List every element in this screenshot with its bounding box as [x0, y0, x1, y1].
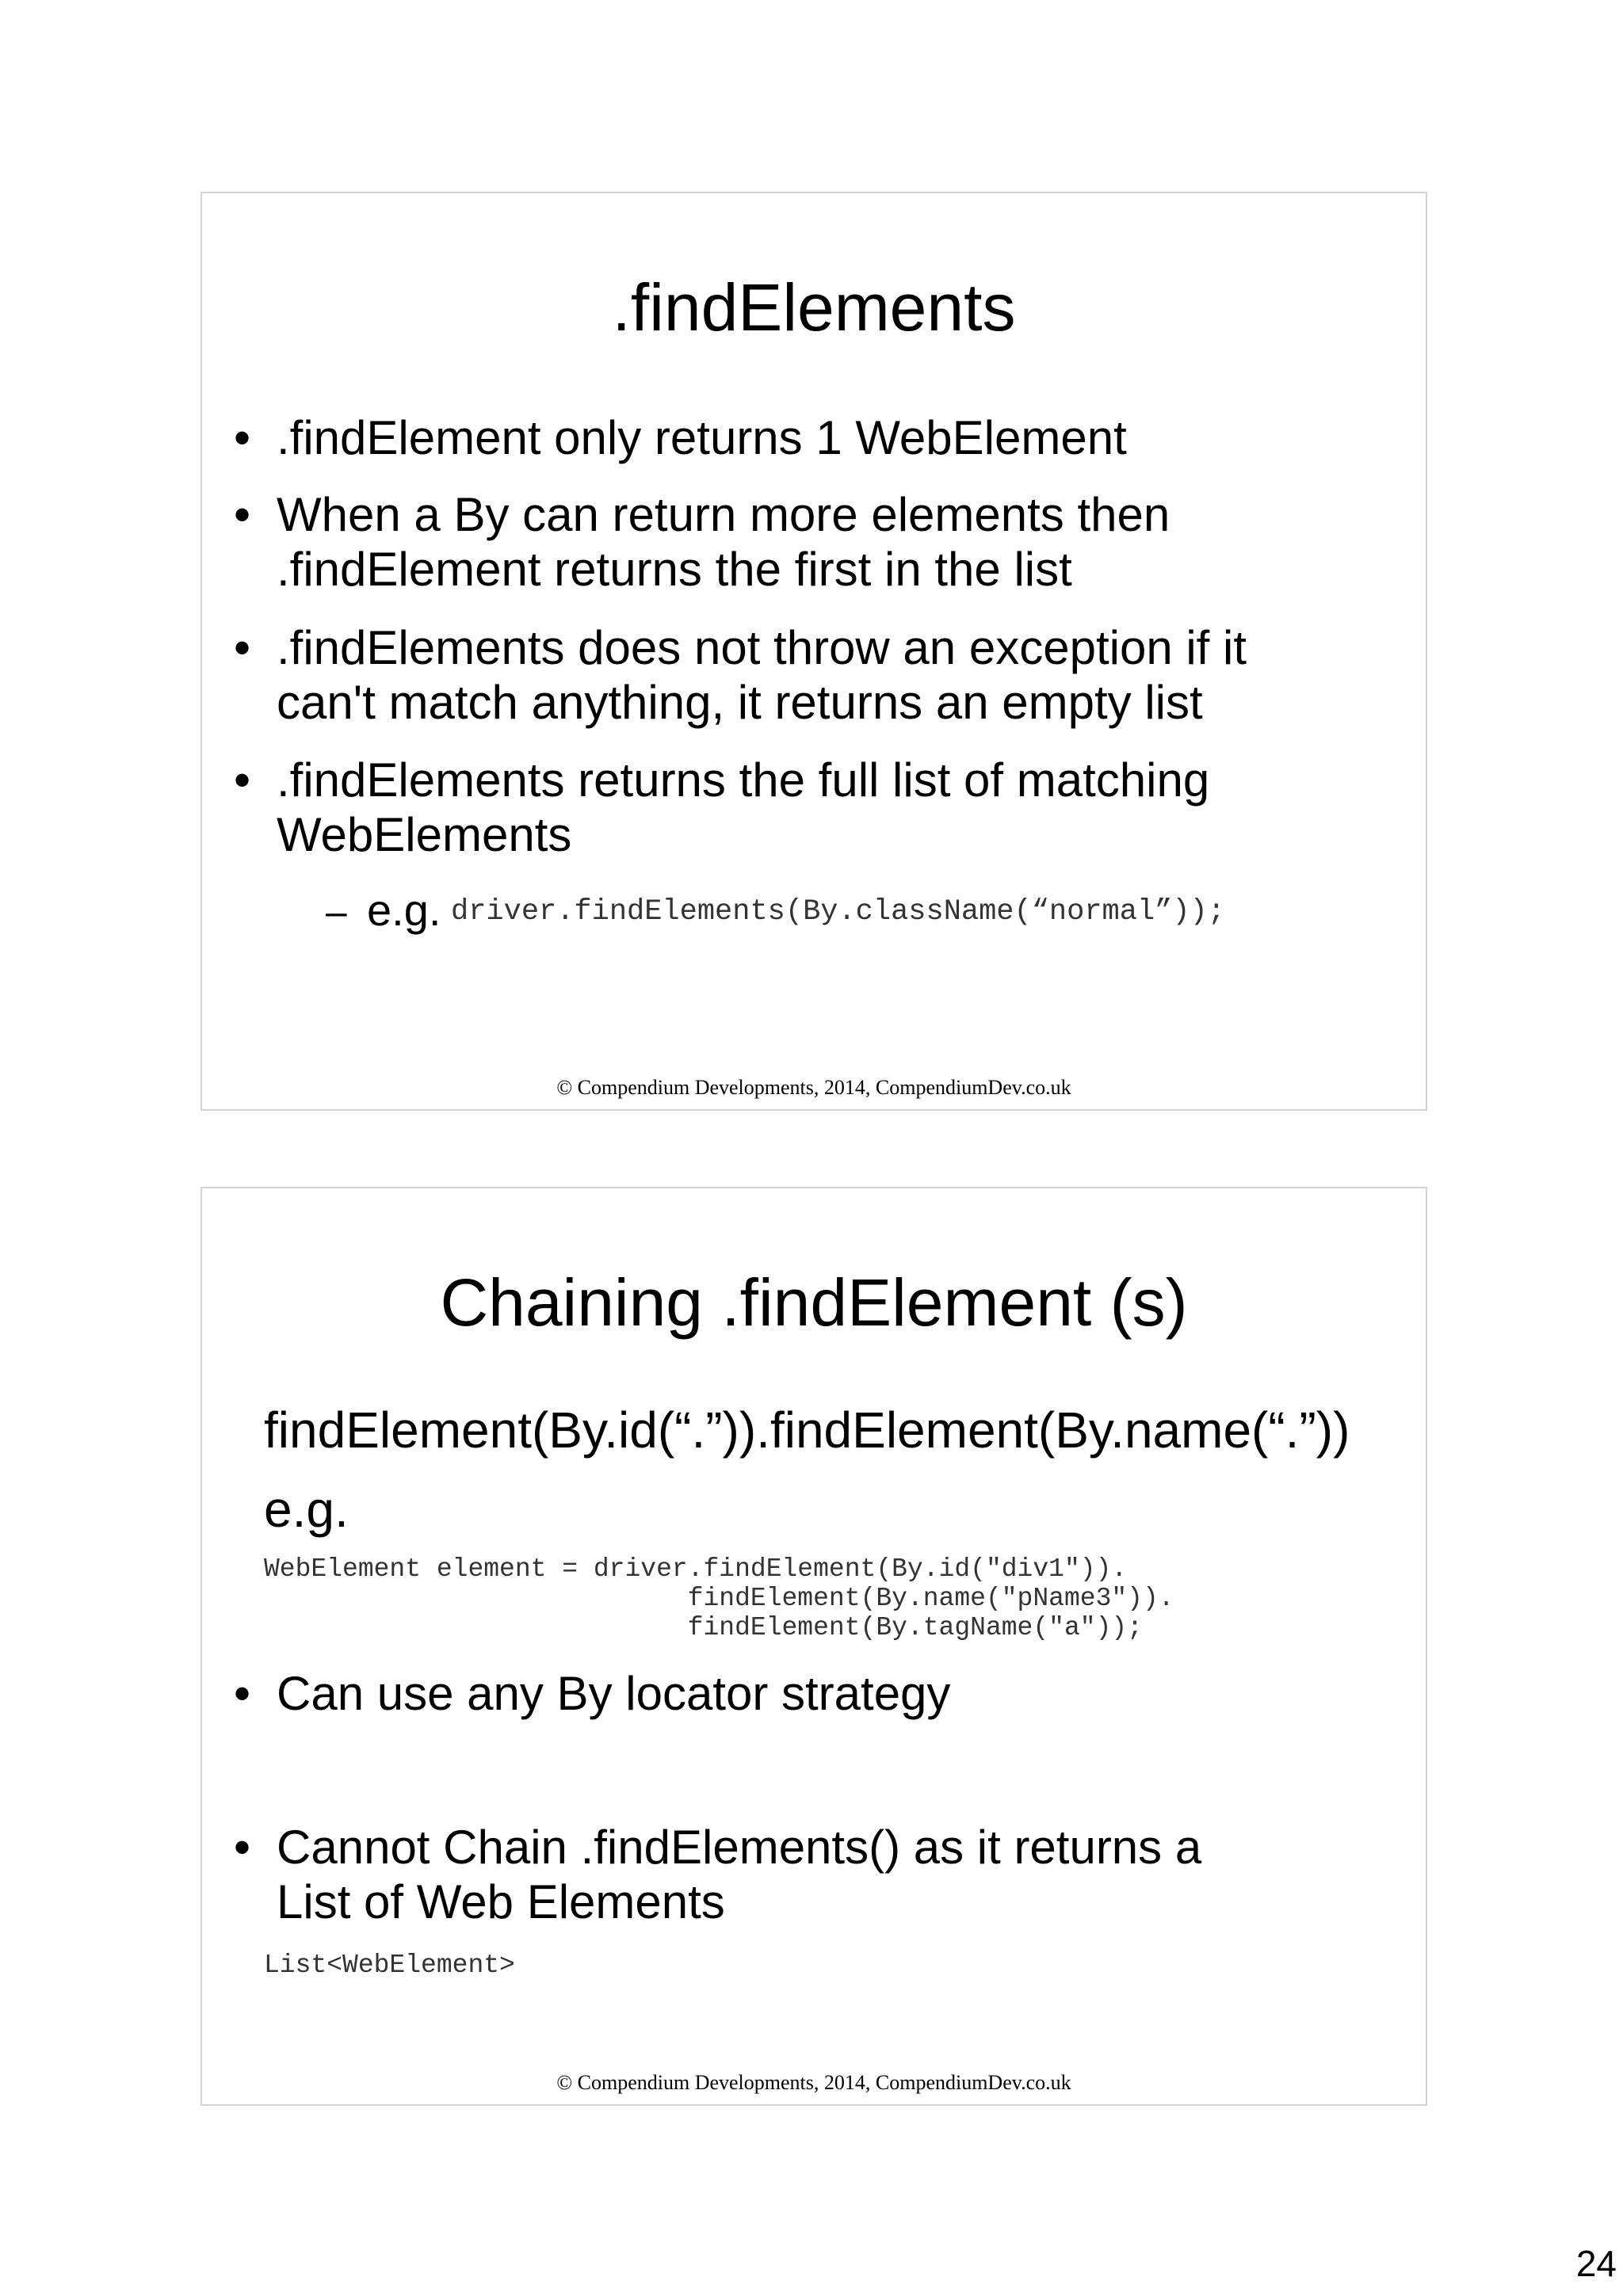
code-line: findElement(By.tagName("a")); [264, 1613, 1143, 1642]
bullet-line: List of Web Elements [277, 1875, 725, 1928]
example-label: e.g. [264, 1481, 349, 1538]
bullet-line: Cannot Chain .findElements() as it returns a [277, 1821, 1202, 1874]
bullet-item [234, 487, 1370, 597]
code-line: findElement(By.name("pName3")). [264, 1584, 1174, 1613]
example-label: e.g. [367, 885, 441, 935]
bullet-line: can't match anything, it returns an empty list [277, 676, 1203, 729]
bullet-dot-icon: • [234, 1667, 251, 1720]
slide-footer: © Compendium Developments, 2014, CompendiumDev.co.uk [556, 1076, 1071, 1099]
code-snippet: driver.findElements(By.className(“normal”)); [451, 895, 1225, 929]
bullet-dot-icon: • [234, 411, 251, 464]
code-line: WebElement element = driver.findElement(By.id("div1")). [264, 1554, 1128, 1584]
slide-footer: © Compendium Developments, 2014, CompendiumDev.co.uk [556, 2071, 1071, 2094]
bullet-line: .findElements returns the full list of matching [277, 753, 1210, 807]
page-number: 24 [1575, 2243, 1617, 2284]
bullet-line: Can use any By locator strategy [277, 1667, 951, 1720]
bullet-item [234, 1666, 1370, 1721]
bullet-dot-icon: • [234, 621, 251, 674]
trailing-code: List<WebElement> [264, 1951, 515, 1980]
bullet-item [234, 410, 1370, 465]
bullet-dot-icon: • [234, 753, 251, 807]
slide-find-elements [200, 192, 1427, 1111]
bullet-dot-icon: • [234, 488, 251, 541]
bullet-line: .findElement only returns 1 WebElement [277, 411, 1127, 464]
slide-chaining-find-element [200, 1187, 1427, 2106]
bullet-line: .findElements does not throw an exception if it [277, 621, 1247, 674]
bullet-line: When a By can return more elements then [277, 488, 1170, 541]
code-block [264, 1554, 1174, 1642]
slide-title: Chaining .findElement (s) [440, 1265, 1188, 1340]
bullet-dot-icon: • [234, 1821, 251, 1874]
bullet-line: .findElement returns the first in the list [277, 543, 1072, 596]
bullet-line: WebElements [277, 808, 572, 861]
chain-expression: findElement(By.id(“.”)).findElement(By.name(“.”)) [264, 1402, 1350, 1459]
bullet-item [234, 620, 1370, 730]
slide-title: .findElements [612, 270, 1016, 345]
bullet-item [234, 753, 1370, 862]
bullet-item [234, 1820, 1370, 1929]
dash-icon: – [326, 891, 347, 933]
